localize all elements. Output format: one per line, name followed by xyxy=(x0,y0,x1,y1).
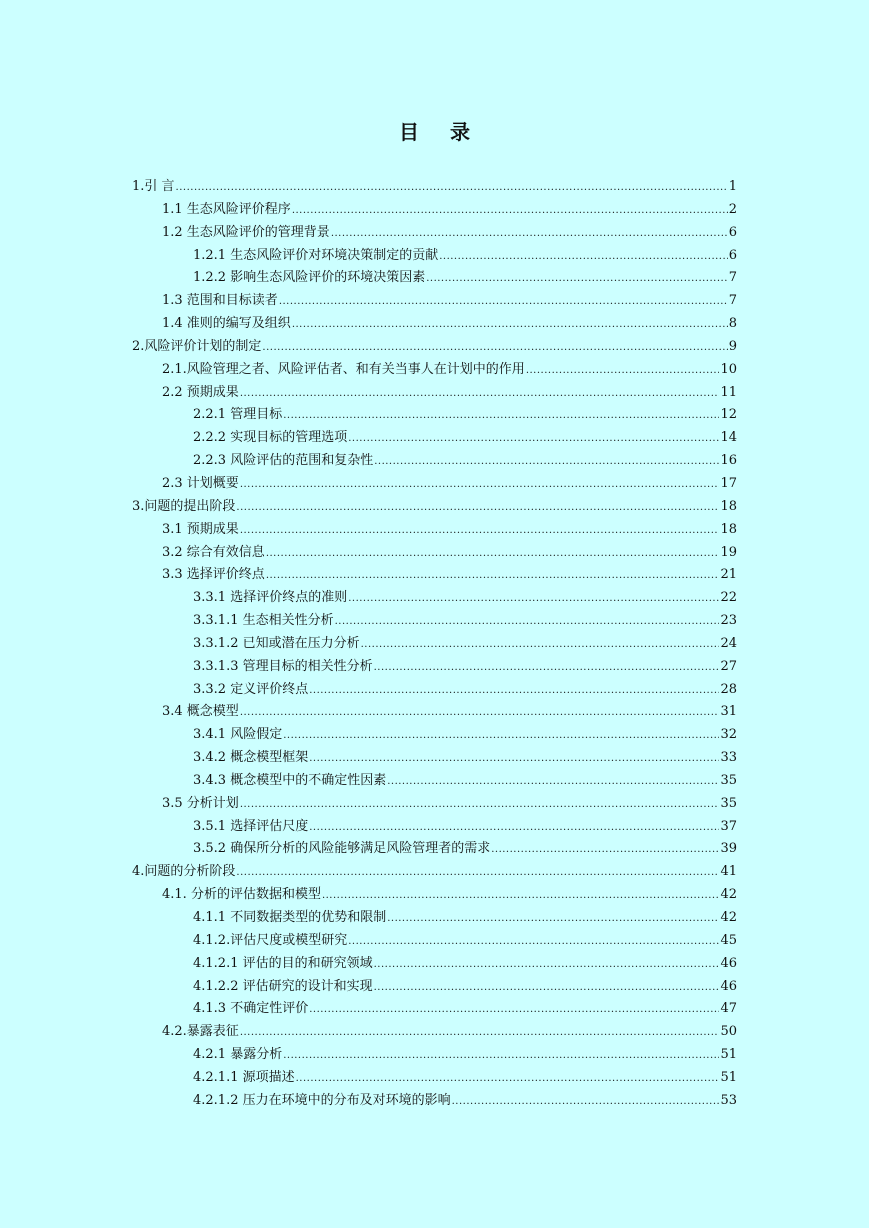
toc-dot-leader xyxy=(309,747,719,770)
toc-dot-leader xyxy=(309,998,719,1021)
toc-entry-label: 3.5.1 选择评估尺度 xyxy=(193,818,309,834)
toc-entry-label: 4.2.1.2 压力在环境中的分布及对环境的影响 xyxy=(193,1092,451,1108)
toc-entry-label: 1.2 生态风险评价的管理背景 xyxy=(162,224,330,240)
toc-entry[interactable] xyxy=(132,542,737,565)
toc-entry[interactable] xyxy=(132,907,737,930)
toc-entry-label: 1.3 范围和目标读者 xyxy=(162,293,278,309)
toc-entry-label: 2.2.1 管理目标 xyxy=(193,407,283,423)
toc-page-number: 2 xyxy=(728,201,737,217)
toc-entry[interactable] xyxy=(132,816,737,839)
toc-entry-label: 1.4 准则的编写及组织 xyxy=(162,316,291,332)
toc-entry[interactable] xyxy=(132,176,737,199)
toc-entry[interactable] xyxy=(132,519,737,542)
toc-page-number: 16 xyxy=(720,453,737,469)
toc-entry[interactable] xyxy=(132,336,737,359)
toc-entry-label: 4.1.2.评估尺度或模型研究 xyxy=(193,932,348,948)
toc-dot-leader xyxy=(283,1044,719,1067)
toc-page-number: 47 xyxy=(720,1001,737,1017)
toc-page-number: 1 xyxy=(728,179,737,194)
toc-entry-label: 3.5 分析计划 xyxy=(162,795,239,811)
toc-entry[interactable] xyxy=(132,724,737,747)
toc-entry-label: 3.3 选择评价终点 xyxy=(162,567,265,583)
toc-page-number: 19 xyxy=(720,544,737,560)
toc-dot-leader xyxy=(292,313,728,336)
toc-entry-label: 2.风险评价计划的制定 xyxy=(132,338,262,354)
toc-dot-leader xyxy=(296,1067,720,1090)
toc-dot-leader xyxy=(491,838,719,861)
toc-entry-label: 4.1.2.2 评估研究的设计和实现 xyxy=(193,978,373,994)
toc-entry-label: 4.2.暴露表征 xyxy=(162,1024,239,1040)
toc-entry[interactable] xyxy=(132,1044,737,1067)
toc-page-number: 33 xyxy=(720,750,737,766)
toc-entry[interactable] xyxy=(132,1067,737,1090)
toc-dot-leader xyxy=(262,336,727,359)
toc-dot-leader xyxy=(283,724,719,747)
toc-entry-label: 4.问题的分析阶段 xyxy=(132,864,236,880)
toc-entry[interactable] xyxy=(132,838,737,861)
toc-dot-leader xyxy=(309,816,719,839)
toc-page-number: 10 xyxy=(720,361,737,377)
toc-entry[interactable] xyxy=(132,998,737,1021)
toc-entry[interactable] xyxy=(132,1021,737,1044)
toc-entry[interactable] xyxy=(132,610,737,633)
toc-page-number: 17 xyxy=(720,475,737,491)
toc-entry[interactable] xyxy=(132,976,737,999)
toc-page-number: 22 xyxy=(720,590,737,606)
toc-entry[interactable] xyxy=(132,701,737,724)
toc-page-number: 12 xyxy=(720,407,737,423)
toc-entry-label: 3.2 综合有效信息 xyxy=(162,544,265,560)
toc-page-number: 8 xyxy=(728,316,737,332)
toc-entry-label: 3.3.1.1 生态相关性分析 xyxy=(193,613,334,629)
toc-entry-label: 4.2.1.1 源项描述 xyxy=(193,1069,295,1085)
toc-page-number: 18 xyxy=(720,498,737,514)
toc-page-number: 11 xyxy=(720,384,737,400)
toc-entry[interactable] xyxy=(132,496,737,519)
toc-entry-label: 4.1.2.1 评估的目的和研究领域 xyxy=(193,955,373,971)
toc-entry-label: 2.2.3 风险评估的范围和复杂性 xyxy=(193,453,374,469)
toc-dot-leader xyxy=(309,679,719,702)
toc-entry[interactable] xyxy=(132,564,737,587)
toc-dot-leader xyxy=(236,861,719,884)
toc-entry[interactable] xyxy=(132,199,737,222)
toc-page-number: 31 xyxy=(720,704,737,720)
toc-title: 目 录 xyxy=(399,120,482,144)
toc-page-number: 50 xyxy=(720,1024,737,1040)
toc-dot-leader xyxy=(348,587,719,610)
toc-page-number: 51 xyxy=(720,1069,737,1085)
toc-dot-leader xyxy=(240,1021,720,1044)
toc-entry[interactable] xyxy=(132,382,737,405)
toc-entry-label: 3.4.1 风险假定 xyxy=(193,727,283,743)
toc-page-number: 42 xyxy=(720,910,737,925)
toc-entry[interactable] xyxy=(132,770,737,793)
toc-dot-leader xyxy=(335,610,720,633)
toc-dot-leader xyxy=(240,473,720,496)
toc-page-number: 46 xyxy=(720,978,737,994)
toc-entry-label: 3.问题的提出阶段 xyxy=(132,498,236,514)
toc-entry-label: 4.1.1 不同数据类型的优势和限制 xyxy=(193,910,387,925)
toc-dot-leader xyxy=(426,267,728,290)
toc-entry[interactable] xyxy=(132,1090,737,1113)
toc-entry[interactable] xyxy=(132,793,737,816)
toc-entry[interactable] xyxy=(132,587,737,610)
toc-page-number: 14 xyxy=(720,430,737,446)
toc-entry-label: 3.3.1.2 已知或潜在压力分析 xyxy=(193,635,360,651)
toc-entry-label: 1.引 言 xyxy=(132,179,175,194)
toc-page-number: 18 xyxy=(720,521,737,537)
toc-entry[interactable] xyxy=(132,656,737,679)
toc-dot-leader xyxy=(374,450,719,473)
toc-dot-leader xyxy=(176,176,728,199)
toc-entry[interactable] xyxy=(132,245,737,268)
table-of-contents xyxy=(132,176,737,1113)
toc-page-number: 24 xyxy=(720,635,737,651)
toc-dot-leader xyxy=(292,199,728,222)
toc-dot-leader xyxy=(348,930,719,953)
toc-dot-leader xyxy=(279,290,728,313)
toc-dot-leader xyxy=(439,245,728,268)
toc-dot-leader xyxy=(240,382,720,405)
toc-entry[interactable] xyxy=(132,427,737,450)
toc-entry-label: 3.1 预期成果 xyxy=(162,521,239,537)
toc-entry-label: 3.5.2 确保所分析的风险能够满足风险管理者的需求 xyxy=(193,841,491,857)
toc-page-number: 51 xyxy=(720,1047,737,1063)
toc-page-number: 21 xyxy=(720,567,737,583)
toc-entry-label: 2.1.风险管理之者、风险评估者、和有关当事人在计划中的作用 xyxy=(162,361,525,377)
toc-page-number: 32 xyxy=(720,727,737,743)
toc-entry-label: 2.3 计划概要 xyxy=(162,475,239,491)
toc-entry[interactable] xyxy=(132,450,737,473)
toc-dot-leader xyxy=(452,1090,720,1113)
toc-entry-label: 1.2.2 影响生态风险评价的环境决策因素 xyxy=(193,270,426,286)
toc-entry-label: 4.1.3 不确定性评价 xyxy=(193,1001,309,1017)
toc-dot-leader xyxy=(374,976,720,999)
toc-dot-leader xyxy=(240,793,720,816)
toc-dot-leader xyxy=(266,542,720,565)
toc-page-number: 35 xyxy=(720,795,737,811)
toc-dot-leader xyxy=(374,953,720,976)
toc-entry[interactable] xyxy=(132,222,737,245)
toc-entry[interactable] xyxy=(132,884,737,907)
toc-entry-label: 3.4.3 概念模型中的不确定性因素 xyxy=(193,772,387,788)
toc-dot-leader xyxy=(240,701,720,724)
toc-entry[interactable] xyxy=(132,313,737,336)
toc-page-number: 35 xyxy=(720,772,737,788)
toc-page-number: 6 xyxy=(728,224,737,240)
toc-page-number: 46 xyxy=(720,955,737,971)
toc-page-number: 41 xyxy=(720,864,737,880)
toc-dot-leader xyxy=(240,519,720,542)
toc-entry-label: 3.3.2 定义评价终点 xyxy=(193,681,309,697)
toc-dot-leader xyxy=(331,222,728,245)
toc-dot-leader xyxy=(283,404,719,427)
toc-page-number: 7 xyxy=(728,270,737,286)
toc-entry[interactable] xyxy=(132,747,737,770)
toc-entry[interactable] xyxy=(132,953,737,976)
toc-entry[interactable] xyxy=(132,404,737,427)
toc-entry-label: 3.3.1.3 管理目标的相关性分析 xyxy=(193,658,373,674)
toc-dot-leader xyxy=(526,359,720,382)
toc-dot-leader xyxy=(387,770,719,793)
toc-entry-label: 1.1 生态风险评价程序 xyxy=(162,201,291,217)
toc-dot-leader xyxy=(361,633,720,656)
toc-dot-leader xyxy=(374,656,720,679)
toc-entry[interactable] xyxy=(132,861,737,884)
toc-page-number: 23 xyxy=(720,613,737,629)
toc-page-number: 53 xyxy=(720,1092,737,1108)
toc-page-number: 45 xyxy=(720,932,737,948)
toc-entry-label: 3.4 概念模型 xyxy=(162,704,239,720)
toc-page-number: 37 xyxy=(720,818,737,834)
toc-page-number: 27 xyxy=(720,658,737,674)
toc-page-number: 9 xyxy=(728,338,737,354)
toc-entry[interactable] xyxy=(132,290,737,313)
toc-entry[interactable] xyxy=(132,930,737,953)
toc-dot-leader xyxy=(348,427,719,450)
toc-page-number: 42 xyxy=(720,887,737,903)
toc-entry[interactable] xyxy=(132,679,737,702)
toc-entry-label: 3.3.1 选择评价终点的准则 xyxy=(193,590,348,606)
toc-dot-leader xyxy=(236,496,719,519)
toc-entry[interactable] xyxy=(132,633,737,656)
toc-entry[interactable] xyxy=(132,267,737,290)
toc-entry-label: 2.2 预期成果 xyxy=(162,384,239,400)
toc-entry-label: 2.2.2 实现目标的管理选项 xyxy=(193,430,348,446)
toc-dot-leader xyxy=(387,907,719,930)
toc-page-number: 39 xyxy=(720,841,737,857)
toc-page-number: 28 xyxy=(720,681,737,697)
toc-dot-leader xyxy=(322,884,720,907)
toc-entry-label: 4.1. 分析的评估数据和模型 xyxy=(162,887,321,903)
toc-dot-leader xyxy=(266,564,720,587)
toc-page-number: 6 xyxy=(728,247,737,263)
toc-entry-label: 4.2.1 暴露分析 xyxy=(193,1047,283,1063)
toc-entry[interactable] xyxy=(132,473,737,496)
toc-entry[interactable] xyxy=(132,359,737,382)
toc-page-number: 7 xyxy=(728,293,737,309)
toc-entry-label: 3.4.2 概念模型框架 xyxy=(193,750,309,766)
toc-entry-label: 1.2.1 生态风险评价对环境决策制定的贡献 xyxy=(193,247,439,263)
